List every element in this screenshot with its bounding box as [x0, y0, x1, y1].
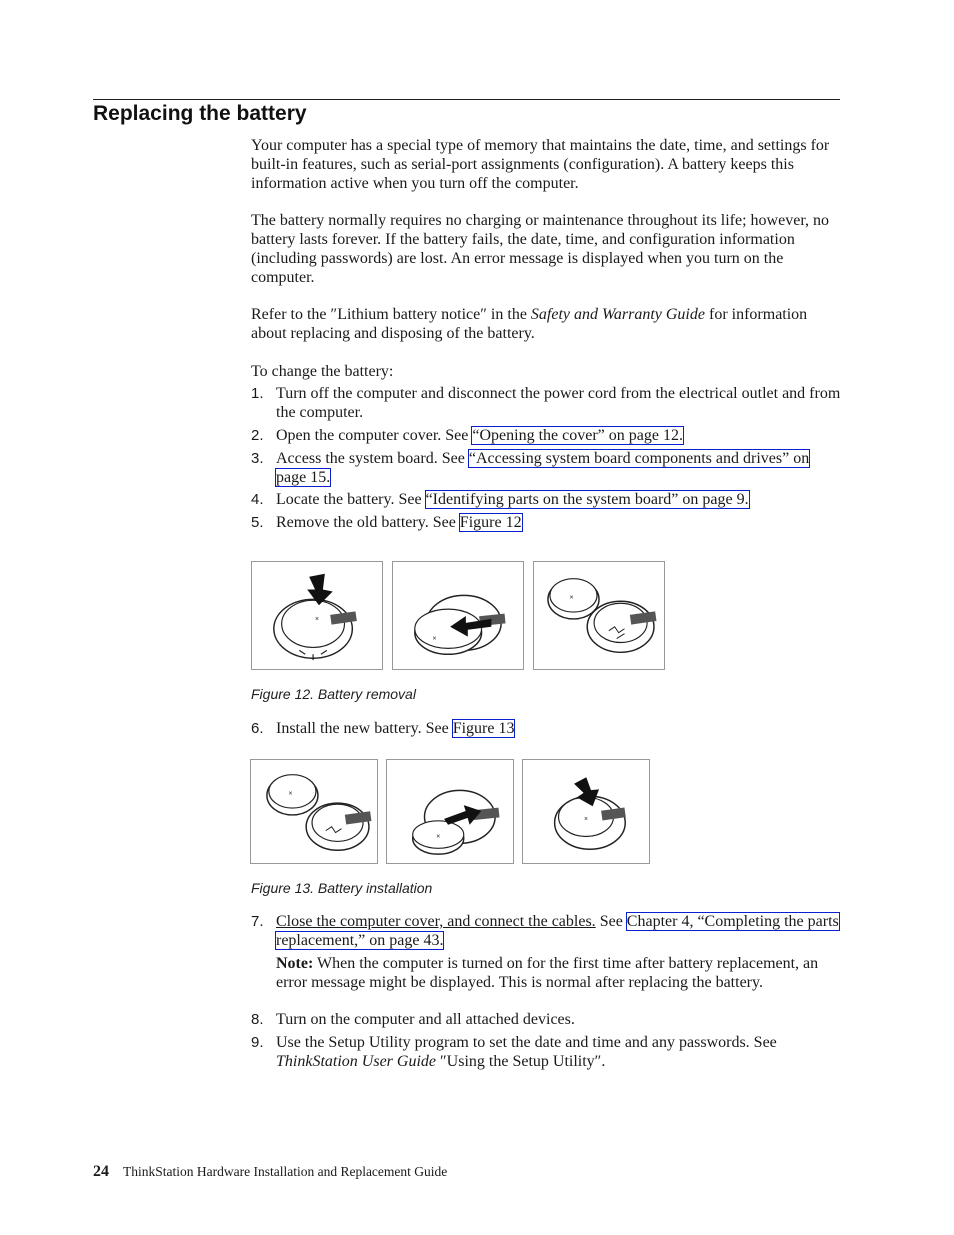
section-rule: [93, 99, 840, 100]
battery-removal-step-3-image: [533, 561, 665, 670]
note-block: Note: When the computer is turned on for the first time after battery replacement, an error message might be displayed. This is normal after replacing the battery.: [276, 954, 819, 991]
figure-13-images: [250, 759, 843, 864]
paragraph-memory: Your computer has a special type of memory that maintains the date, time, and settings for built-in features, such as serial-port assignments (configuration). A battery keeps this information active when you turn off the computer.: [251, 137, 830, 192]
link-accessing-system-board[interactable]: “Accessing system board components and drives” on page 15.: [276, 449, 810, 486]
step-3: 3. Access the system board. See “Accessing system board components and drives” on page 15.: [251, 449, 810, 486]
link-opening-cover[interactable]: “Opening the cover” on page 12.: [472, 426, 683, 444]
step-9: 9. Use the Setup Utility program to set the date and time and any passwords. See ThinkStation User Guide ″Using the Setup Utility″.: [251, 1034, 777, 1070]
note-label: Note:: [276, 954, 314, 972]
step-1: 1. Turn off the computer and disconnect the power cord from the electrical outlet and from the computer.: [251, 385, 841, 422]
link-identifying-parts[interactable]: “Identifying parts on the system board” on page 9.: [425, 491, 749, 509]
step-4: 4. Locate the battery. See “Identifying parts on the system board” on page 9.: [251, 491, 749, 509]
battery-installation-step-2-image: [386, 759, 514, 864]
steps-list-d: [251, 1011, 843, 1071]
figure-12-caption: Figure 12. Battery removal: [251, 685, 416, 702]
step-5: 5. Remove the old battery. See Figure 12: [251, 514, 522, 532]
body-content: [251, 137, 843, 1076]
battery-installation-step-1-image: [250, 759, 378, 864]
steps-list-b: [251, 720, 843, 739]
book-title: ThinkStation Hardware Installation and Replacement Guide: [123, 1164, 448, 1179]
page-title: Replacing the battery: [93, 102, 307, 125]
paragraph-refer: Refer to the ″Lithium battery notice″ in the Safety and Warranty Guide for information about replacing and disposing of the battery.: [251, 306, 808, 342]
figure-12-images: [251, 561, 843, 670]
steps-list-c: [251, 913, 843, 951]
link-figure-12[interactable]: Figure 12: [459, 514, 522, 532]
svg-text:×: ×: [432, 635, 437, 643]
figure-13-caption: Figure 13. Battery installation: [251, 879, 433, 896]
step-6: 6. Install the new battery. See Figure 13: [251, 719, 515, 737]
svg-text:×: ×: [569, 594, 574, 602]
battery-removal-step-1-image: [251, 561, 383, 670]
step-8: 8. Turn on the computer and all attached devices.: [251, 1011, 575, 1029]
svg-text:×: ×: [288, 789, 293, 797]
steps-list-a: [251, 385, 843, 533]
step-2: 2. Open the computer cover. See “Opening the cover” on page 12.: [251, 426, 683, 444]
link-figure-13[interactable]: Figure 13: [452, 719, 515, 737]
page-footer: [93, 1163, 447, 1181]
link-chapter-4[interactable]: Chapter 4, “Completing the parts replacement,” on page 43.: [276, 913, 839, 950]
user-guide-title: ThinkStation User Guide: [276, 1052, 436, 1070]
step-7: 7. Close the computer cover, and connect the cables. See Chapter 4, “Completing the parts replacement,” on page 43.: [251, 913, 839, 950]
battery-removal-step-2-image: [392, 561, 524, 670]
svg-text:×: ×: [584, 815, 589, 823]
safety-guide-title: Safety and Warranty Guide: [530, 306, 705, 324]
steps-intro: To change the battery:: [251, 362, 394, 380]
paragraph-battery-life: The battery normally requires no charging or maintenance throughout its life; however, no battery lasts forever. If the battery fails, the date, time, and configuration information (including passwords) are lost. An error message is displayed when you turn on the computer.: [251, 212, 829, 286]
page-number: 24: [93, 1163, 109, 1180]
battery-installation-step-3-image: [522, 759, 650, 864]
link-close-cover[interactable]: Close the computer cover, and connect the cables.: [276, 913, 596, 931]
svg-text:×: ×: [436, 833, 441, 841]
svg-text:×: ×: [315, 615, 320, 623]
